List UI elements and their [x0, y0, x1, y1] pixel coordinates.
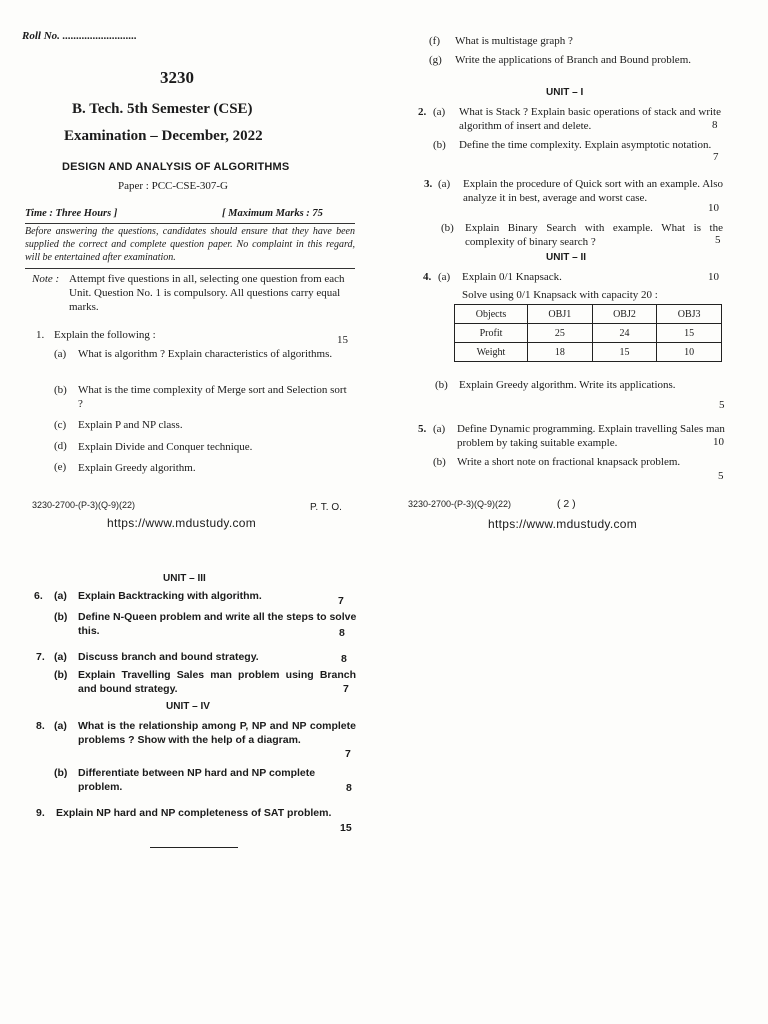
- table-cell: 25: [528, 324, 593, 343]
- table-cell: 10: [657, 343, 722, 362]
- part-text: Explain Backtracking with algorithm.: [78, 590, 262, 602]
- part-label: (b): [54, 767, 68, 779]
- question-text: Explain the following :: [54, 329, 156, 341]
- part-marks: 10: [708, 271, 719, 283]
- table-cell: 18: [528, 343, 593, 362]
- divider: [25, 223, 355, 224]
- part-text: Discuss branch and bound strategy.: [78, 651, 259, 663]
- course-title: B. Tech. 5th Semester (CSE): [72, 101, 253, 117]
- question-number: 3.: [424, 178, 433, 190]
- part-text: Differentiate between NP hard and NP complete problem.: [78, 767, 316, 793]
- part-label: (b): [433, 456, 446, 468]
- part-text: What is Stack ? Explain basic operations of stack and write algorithm of insert and delete.: [459, 106, 721, 132]
- part-marks: 7: [338, 595, 344, 607]
- part-marks: 7: [713, 151, 719, 163]
- part-text: Write a short note on fractional knapsack problem.: [457, 456, 681, 468]
- note-label: Note :: [32, 273, 60, 285]
- unit-heading: UNIT – I: [546, 87, 584, 98]
- roll-number: Roll No. ...........................: [22, 30, 137, 42]
- part-label: (d): [54, 440, 67, 452]
- instruction-warning: Before answering the questions, candidates should ensure that they have been supplied the correct and complete question paper. No complaint in this regard, will be entertained after examination.: [25, 226, 355, 263]
- part-label: (a): [433, 423, 446, 435]
- part-text: Explain Greedy algorithm. Write its applications.: [459, 379, 676, 391]
- part-text: Write the applications of Branch and Bound problem.: [455, 54, 691, 66]
- part-label: (b): [435, 379, 448, 391]
- question-marks: 15: [340, 822, 352, 834]
- part-label: (a): [438, 178, 451, 190]
- question-number: 5.: [418, 423, 427, 435]
- part-label: (g): [429, 54, 442, 66]
- part-text: Explain 0/1 Knapsack.: [462, 271, 562, 283]
- table-cell: Weight: [455, 343, 528, 362]
- part-label: (a): [54, 651, 67, 663]
- maximum-marks: [ Maximum Marks : 75: [222, 208, 323, 219]
- part-marks: 7: [343, 683, 349, 695]
- exam-title: Examination – December, 2022: [64, 128, 263, 144]
- part-text: Explain P and NP class.: [78, 419, 183, 431]
- footer-url: https://www.mdustudy.com: [488, 517, 638, 531]
- table-header-cell: Objects: [455, 305, 528, 324]
- note-text: Attempt five questions in all, selecting one question from each Unit. Question No. 1 is compulsory. All questions carry equal marks.: [69, 273, 345, 313]
- part-marks: 5: [715, 234, 721, 246]
- table-cell: 15: [592, 343, 657, 362]
- table-header-cell: OBJ1: [528, 305, 593, 324]
- paper-code-line: Paper : PCC-CSE-307-G: [118, 180, 228, 192]
- part-marks: 5: [719, 399, 725, 411]
- part-label: (a): [54, 348, 67, 360]
- part-marks: 8: [339, 627, 345, 639]
- part-text: Explain the procedure of Quick sort with an example. Also analyze it in best, average and worst case.: [463, 178, 723, 204]
- table-header-row: [455, 305, 722, 324]
- part-text: Define the time complexity. Explain asymptotic notation.: [459, 139, 712, 151]
- footer-url: https://www.mdustudy.com: [107, 516, 257, 530]
- knapsack-instruction: Solve using 0/1 Knapsack with capacity 20 :: [462, 289, 658, 301]
- part-text: Explain Greedy algorithm.: [78, 462, 196, 474]
- question-number: 2.: [418, 106, 427, 118]
- table-cell: 24: [592, 324, 657, 343]
- part-label: (b): [433, 139, 446, 151]
- question-number: 1.: [36, 329, 45, 341]
- part-marks: 10: [708, 202, 719, 214]
- part-text: What is algorithm ? Explain characteristics of algorithms.: [78, 348, 333, 360]
- question-number: 8.: [36, 720, 45, 732]
- part-text: Define Dynamic programming. Explain travelling Sales man problem by taking suitable example.: [457, 423, 725, 449]
- part-label: (a): [54, 720, 67, 732]
- unit-heading: UNIT – II: [546, 252, 587, 263]
- subject-title: DESIGN AND ANALYSIS OF ALGORITHMS: [62, 161, 290, 173]
- part-text: Explain Travelling Sales man problem using Branch and bound strategy.: [78, 669, 356, 695]
- part-label: (e): [54, 461, 67, 473]
- part-label: (a): [54, 590, 67, 602]
- part-label: (b): [441, 222, 454, 234]
- part-label: (c): [54, 419, 67, 431]
- knapsack-table: [454, 304, 722, 362]
- question-number: 7.: [36, 651, 45, 663]
- table-row: [455, 343, 722, 362]
- question-number: 9.: [36, 807, 45, 819]
- divider: [25, 268, 355, 269]
- part-label: (f): [429, 35, 440, 47]
- part-text: What is multistage graph ?: [455, 35, 573, 47]
- part-text: Explain Divide and Conquer technique.: [78, 441, 253, 453]
- part-label: (b): [54, 611, 68, 623]
- part-marks: 8: [712, 119, 718, 131]
- part-label: (a): [433, 106, 446, 118]
- question-number: 6.: [34, 590, 43, 602]
- part-marks: 10: [713, 436, 724, 448]
- part-label: (b): [54, 669, 68, 681]
- table-header-cell: OBJ2: [592, 305, 657, 324]
- question-text: Explain NP hard and NP completeness of SAT problem.: [56, 807, 332, 819]
- paper-code: 3230: [160, 68, 194, 87]
- part-marks: 5: [718, 470, 724, 482]
- table-header-cell: OBJ3: [657, 305, 722, 324]
- part-text: Define N-Queen problem and write all the steps to solve this.: [78, 611, 357, 637]
- unit-heading: UNIT – III: [163, 573, 206, 584]
- part-text: What is the time complexity of Merge sort and Selection sort ?: [78, 384, 347, 410]
- unit-heading: UNIT – IV: [166, 701, 210, 712]
- question-number: 4.: [423, 271, 432, 283]
- footer-code: 3230-2700-(P-3)(Q-9)(22): [32, 500, 136, 510]
- table-cell: 15: [657, 324, 722, 343]
- pto: P. T. O.: [310, 502, 342, 513]
- part-label: (b): [54, 384, 67, 396]
- time-allowed: Time : Three Hours ]: [25, 208, 118, 219]
- table-cell: Profit: [455, 324, 528, 343]
- part-label: (a): [438, 271, 451, 283]
- part-marks: 8: [346, 782, 352, 794]
- footer-code: 3230-2700-(P-3)(Q-9)(22): [408, 499, 512, 509]
- part-text: Explain Binary Search with example. What is the complexity of binary search ?: [465, 222, 723, 248]
- part-marks: 8: [341, 653, 347, 665]
- part-marks: 7: [345, 748, 351, 760]
- table-row: [455, 324, 722, 343]
- part-text: What is the relationship among P, NP and NP complete problems ? Show with the help of a diagram.: [78, 720, 356, 746]
- question-marks: 15: [337, 334, 348, 346]
- page-number: ( 2 ): [557, 498, 576, 510]
- end-rule: [150, 847, 238, 848]
